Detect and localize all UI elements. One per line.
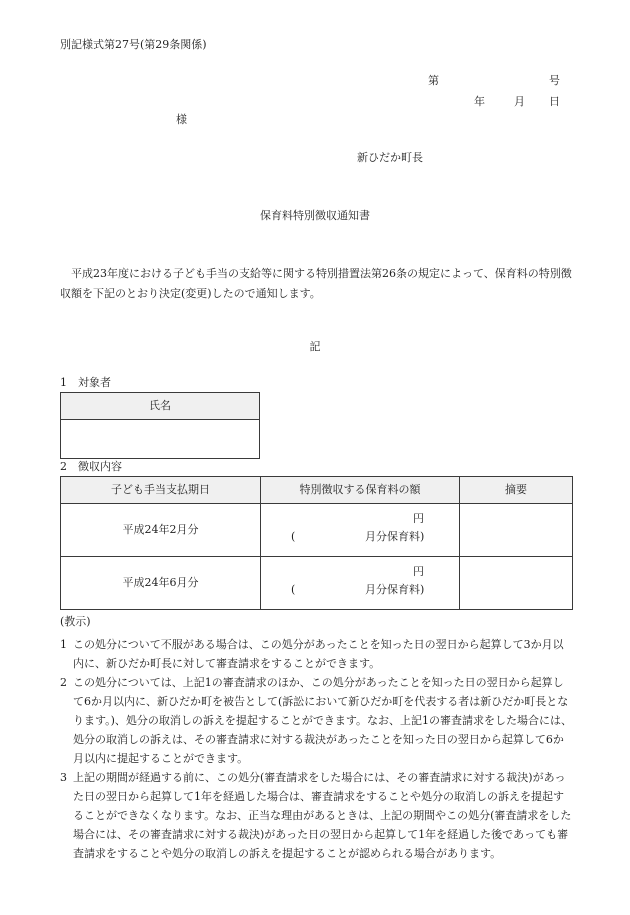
- number-suffix: 号: [549, 74, 560, 87]
- section1-heading: 1 対象者: [60, 376, 111, 389]
- column-header-remarks: 摘要: [460, 477, 573, 504]
- date-month: 月: [514, 95, 525, 108]
- yen-unit: 円: [413, 565, 424, 578]
- payment-period-cell: 平成24年6月分: [61, 557, 261, 610]
- note-number: 1: [60, 638, 67, 651]
- remarks-cell: [460, 504, 573, 557]
- column-header-payment-date: 子ども手当支払期日: [61, 477, 261, 504]
- body-text: 平成23年度における子ども手当の支給等に関する特別措置法第26条の規定によって、保育料の特別徴収額を下記のとおり決定(変更)したので通知します。: [60, 267, 572, 300]
- note-number: 3: [60, 771, 67, 784]
- section2-heading: 2 徴収内容: [60, 460, 122, 473]
- document-title: 保育料特別徴収通知書: [260, 209, 370, 222]
- name-column-header: 氏名: [61, 393, 260, 420]
- yen-unit: 円: [413, 512, 424, 525]
- table-row: [61, 504, 573, 557]
- form-reference: 別記様式第27号(第29条関係): [60, 38, 207, 51]
- amount-cell: [261, 557, 460, 610]
- paren-open: (: [291, 530, 296, 543]
- note-number: 2: [60, 676, 67, 689]
- paren-open: (: [291, 583, 296, 596]
- note-text: この処分について不服がある場合は、この処分があったことを知った日の翌日から起算して3か月以内に、新ひだか町長に対して審査請求をすることができます。: [73, 638, 564, 670]
- date-year: 年: [474, 95, 485, 108]
- number-prefix: 第: [428, 74, 439, 87]
- sender: 新ひだか町長: [357, 151, 423, 164]
- note-item: [60, 768, 574, 863]
- column-header-amount: 特別徴収する保育料の額: [261, 477, 460, 504]
- note-item: [60, 635, 574, 673]
- note-text: この処分については、上記1の審査請求のほか、この処分があったことを知った日の翌日から起算して6か月以内に、新ひだか町を被告として(訴訟において新ひだか町を代表する者は新ひだか町長となります。)、処分の取消しの訴えを提起することができます。なお、上記1の審査請求をした場合には、処分の取消しの訴えは、その審査請求に対する裁決があったことを知った日の翌日から起算して6か月以内に提起することができます。: [73, 676, 573, 765]
- ki-mark: 記: [309, 340, 321, 353]
- collection-table: [60, 476, 573, 610]
- payment-period-cell: 平成24年2月分: [61, 504, 261, 557]
- amount-cell: [261, 504, 460, 557]
- remarks-cell: [460, 557, 573, 610]
- notes-list: [60, 635, 574, 863]
- notes-heading: (教示): [60, 615, 91, 628]
- addressee: 様: [176, 113, 187, 126]
- name-cell: [61, 420, 260, 459]
- month-fee-label: 月分保育料): [365, 530, 425, 543]
- table-row: [61, 557, 573, 610]
- month-fee-label: 月分保育料): [365, 583, 425, 596]
- note-text: 上記の期間が経過する前に、この処分(審査請求をした場合には、その審査請求に対する裁決)があった日の翌日から起算して1年を経過した場合は、審査請求をすることや処分の取消しの訴えを提起することができなくなります。なお、正当な理由があるときは、上記の期間やこの処分(審査請求をした場合には、その審査請求に対する裁決)があった日の翌日から起算して1年を経過した後であっても審査請求をすることや処分の取消しの訴えを提起することが認められる場合があります。: [73, 771, 572, 860]
- date-day: 日: [549, 95, 560, 108]
- note-item: [60, 673, 574, 768]
- target-person-table: [60, 392, 260, 459]
